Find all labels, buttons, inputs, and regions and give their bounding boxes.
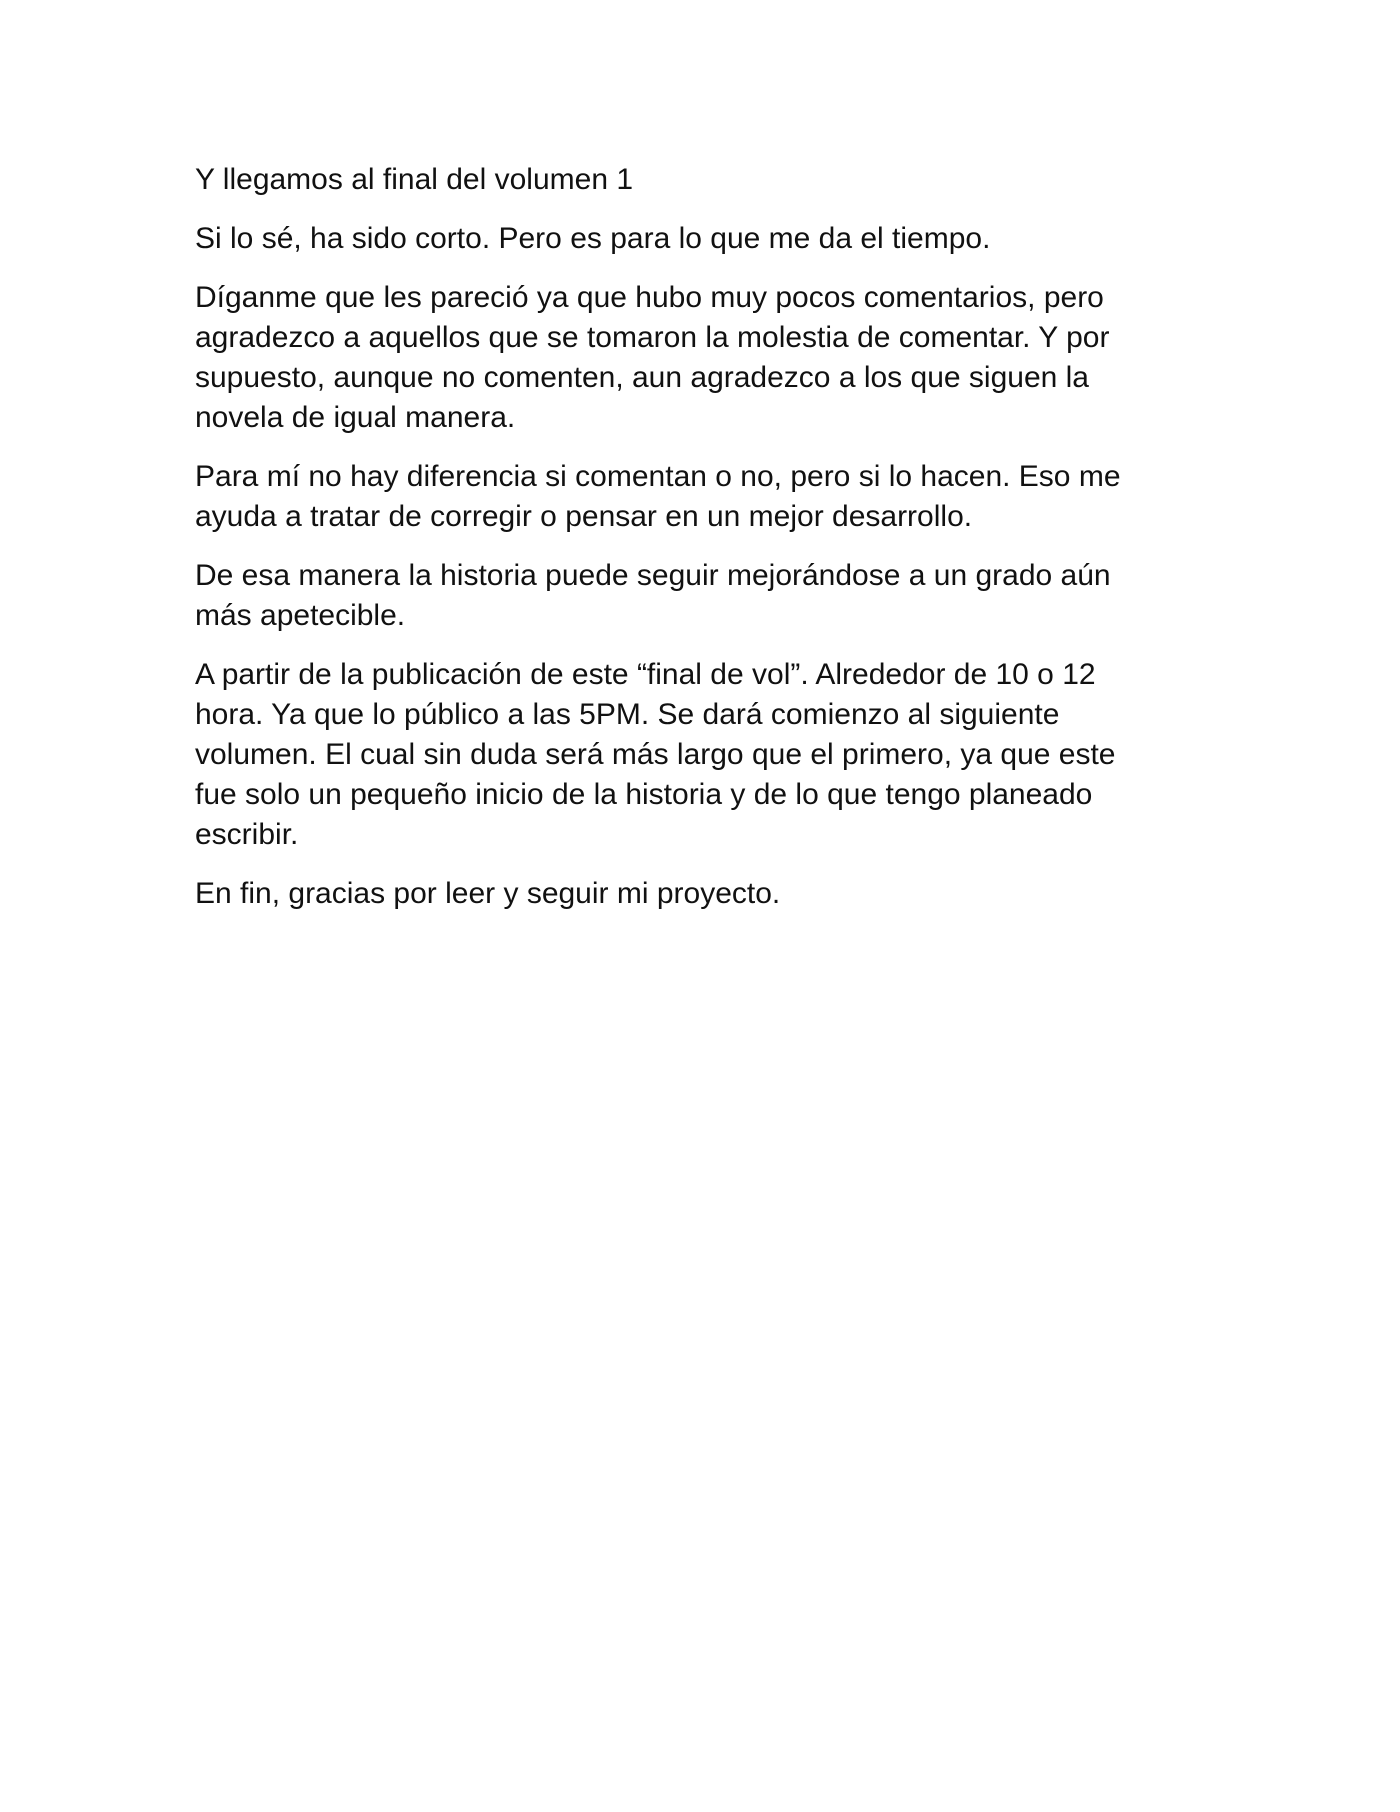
- document-body: [195, 160, 1205, 933]
- paragraph-story-improvement: De esa manera la historia puede seguir mejorándose a un grado aún más apetecible.: [195, 559, 1111, 632]
- paragraph-short-note: Si lo sé, ha sido corto. Pero es para lo que me da el tiempo.: [195, 222, 991, 255]
- paragraph-heading-line: Y llegamos al final del volumen 1: [195, 163, 634, 196]
- paragraph-comments-thanks: Díganme que les pareció ya que hubo muy pocos comentarios, pero agradezco a aquellos que se tomaron la molestia de comentar. Y por supuesto, aunque no comenten, aun agradezco a los que siguen la novela de igual manera.: [195, 281, 1110, 434]
- paragraph-next-volume: A partir de la publicación de este “final de vol”. Alrededor de 10 o 12 hora. Ya que lo público a las 5PM. Se dará comienzo al siguiente volumen. El cual sin duda será más largo que el primero, ya que este fue solo un pequeño inicio de la historia y de lo que tengo planeado escribir.: [195, 658, 1116, 851]
- paragraph-closing-thanks: En fin, gracias por leer y seguir mi proyecto.: [195, 877, 781, 910]
- paragraph-feedback-value: Para mí no hay diferencia si comentan o no, pero si lo hacen. Eso me ayuda a tratar de corregir o pensar en un mejor desarrollo.: [195, 460, 1121, 533]
